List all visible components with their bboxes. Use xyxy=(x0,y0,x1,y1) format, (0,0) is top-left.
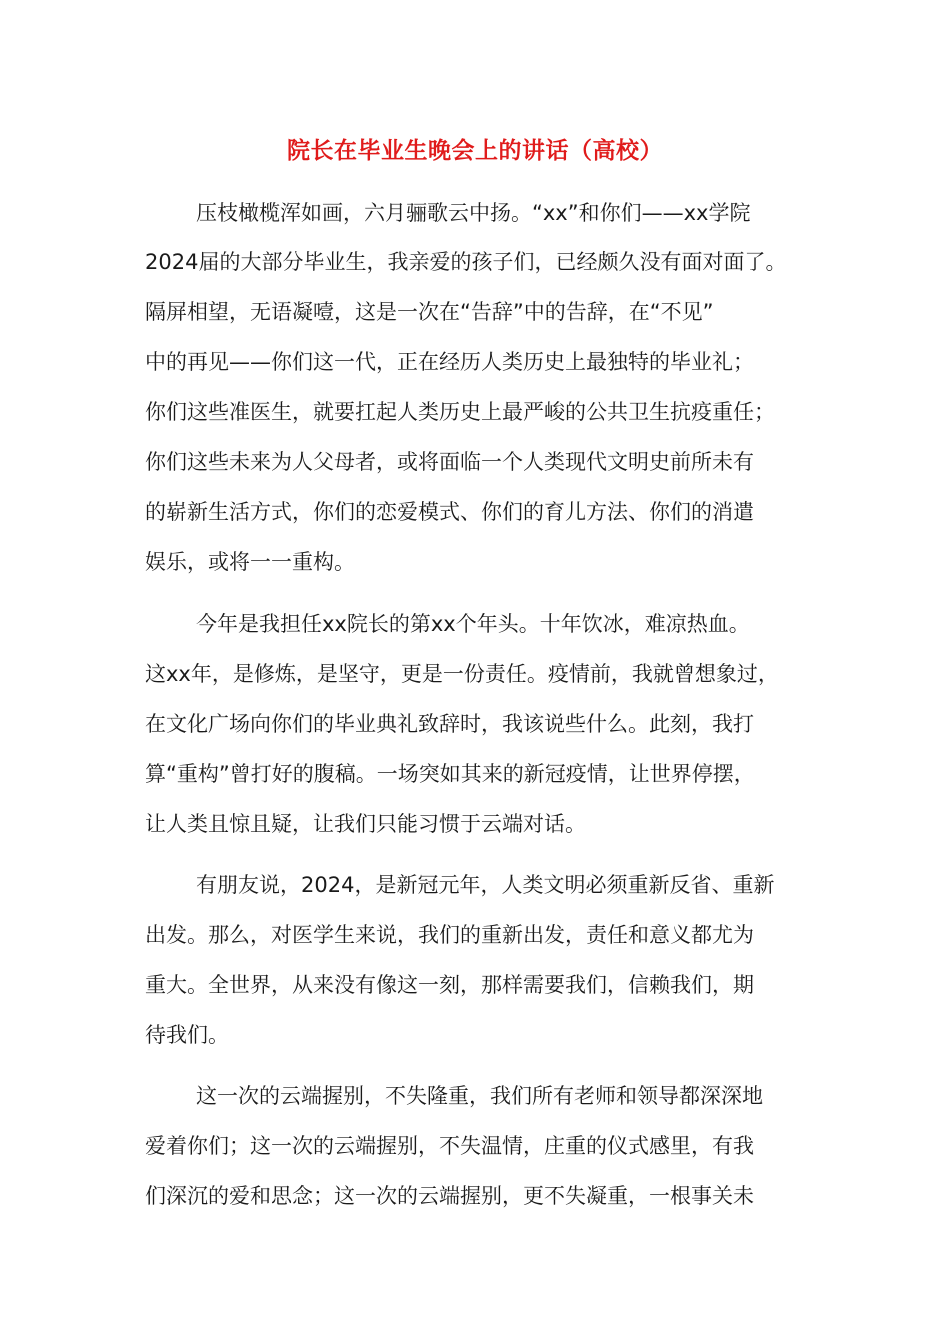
paragraph-2-line-3: 在文化广场向你们的毕业典礼致辞时，我该说些什么。此刻，我打 xyxy=(145,712,754,736)
paragraph-3-line-3: 重大。全世界，从来没有像这一刻，那样需要我们，信赖我们，期 xyxy=(145,973,754,997)
paragraph-1-line-4: 中的再见——你们这一代，正在经历人类历史上最独特的毕业礼； xyxy=(145,350,754,374)
paragraph-1-line-8: 娱乐，或将一一重构。 xyxy=(145,550,355,574)
paragraph-4-line-2: 爱着你们；这一次的云端握别，不失温情，庄重的仪式感里，有我 xyxy=(145,1134,754,1158)
paragraph-3-line-2: 出发。那么，对医学生来说，我们的重新出发，责任和意义都尤为 xyxy=(145,923,754,947)
paragraph-4-line-1: 这一次的云端握别，不失隆重，我们所有老师和领导都深深地 xyxy=(196,1084,763,1108)
paragraph-3-line-1: 有朋友说，2024，是新冠元年，人类文明必须重新反省、重新 xyxy=(196,873,775,897)
paragraph-2-line-4: 算“重构”曾打好的腹稿。一场突如其来的新冠疫情，让世界停摆， xyxy=(145,762,755,786)
paragraph-1-line-6: 你们这些未来为人父母者，或将面临一个人类现代文明史前所未有 xyxy=(145,450,754,474)
paragraph-2-line-2: 这xx年，是修炼，是坚守，更是一份责任。疫情前，我就曾想象过， xyxy=(145,662,779,686)
document-title: 院长在毕业生晚会上的讲话（高校） xyxy=(287,138,663,164)
paragraph-1-line-3: 隔屏相望，无语凝噎，这是一次在“告辞”中的告辞，在“不见” xyxy=(145,300,714,324)
paragraph-2-line-5: 让人类且惊且疑，让我们只能习惯于云端对话。 xyxy=(145,812,586,836)
paragraph-1-line-7: 的崭新生活方式，你们的恋爱模式、你们的育儿方法、你们的消遣 xyxy=(145,500,754,524)
paragraph-1-line-5: 你们这些准医生，就要扛起人类历史上最严峻的公共卫生抗疫重任； xyxy=(145,400,775,424)
paragraph-3-line-4: 待我们。 xyxy=(145,1023,229,1047)
paragraph-1-line-2: 2024届的大部分毕业生，我亲爱的孩子们，已经颇久没有面对面了。 xyxy=(145,250,787,274)
paragraph-1-line-1: 压枝橄榄浑如画，六月骊歌云中扬。“xx”和你们——xx学院 xyxy=(196,201,751,225)
paragraph-2-line-1: 今年是我担任xx院长的第xx个年头。十年饮冰，难凉热血。 xyxy=(196,612,750,636)
paragraph-4-line-3: 们深沉的爱和思念；这一次的云端握别，更不失凝重，一根事关未 xyxy=(145,1184,754,1208)
